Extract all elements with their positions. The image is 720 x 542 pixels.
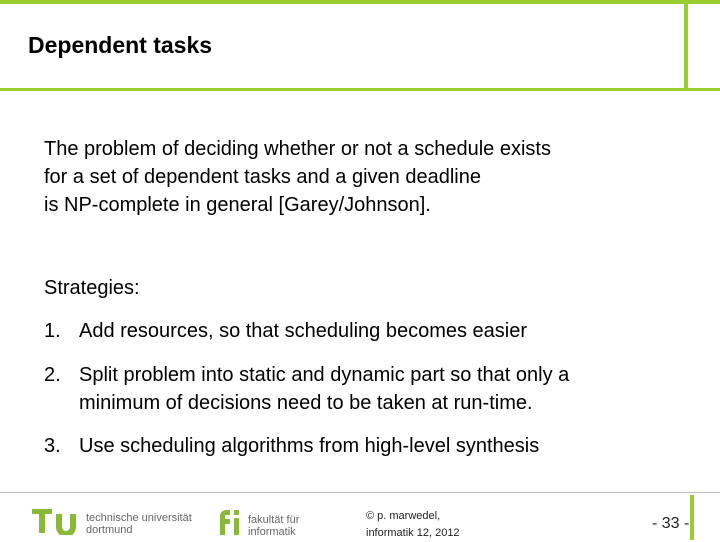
strategy-text: [79, 361, 569, 417]
title-divider: [0, 88, 720, 91]
strategies-label: Strategies:: [44, 277, 140, 299]
strategy-number: 3.: [44, 435, 61, 457]
slide-title: Dependent tasks: [28, 32, 213, 58]
faculty-name: [248, 514, 299, 538]
strategy-line: Add resources, so that scheduling becomes easier: [79, 320, 528, 342]
strategy-number: 1.: [44, 320, 61, 342]
strategy-text: [79, 432, 539, 460]
intro-line: The problem of deciding whether or not a schedule exists: [44, 138, 551, 160]
faculty-line: fakultät für: [248, 514, 300, 526]
copyright-line: informatik 12, 2012: [366, 527, 460, 539]
intro-line: for a set of dependent tasks and a given deadline: [44, 166, 481, 188]
top-accent-bar: [0, 0, 720, 4]
strategy-text: [79, 317, 527, 345]
footer-accent-bar: [690, 495, 694, 540]
copyright-line: © p. marwedel,: [366, 510, 441, 522]
intro-line: is NP-complete in general [Garey/Johnson].: [44, 194, 431, 216]
university-line: dortmund: [86, 524, 133, 536]
top-right-accent-bar: [684, 0, 688, 90]
university-line: technische universität: [86, 512, 192, 524]
university-name: [86, 512, 192, 536]
strategy-line: Split problem into static and dynamic part so that only a: [79, 364, 570, 386]
tu-logo-icon: [30, 507, 82, 535]
fi-logo-icon: [216, 507, 246, 537]
intro-paragraph: [44, 135, 551, 219]
footer-divider: [0, 492, 720, 493]
faculty-line: informatik: [248, 526, 296, 538]
strategy-number: 2.: [44, 364, 61, 386]
strategy-line: Use scheduling algorithms from high-level synthesis: [79, 435, 540, 457]
copyright-notice: [366, 508, 460, 542]
strategy-line: minimum of decisions need to be taken at run-time.: [79, 392, 533, 414]
page-number: - 33 -: [652, 515, 690, 532]
